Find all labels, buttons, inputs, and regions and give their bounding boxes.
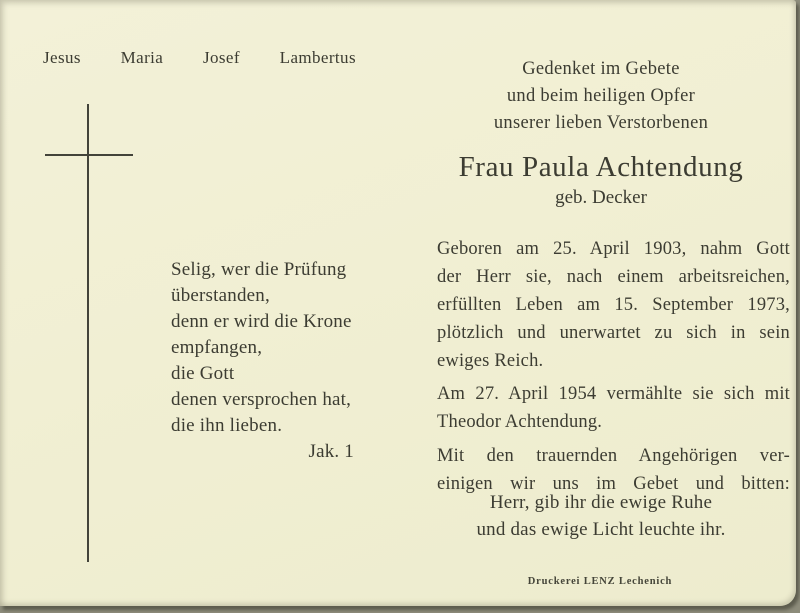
verse-line: empfangen, (171, 337, 263, 358)
deceased-name-block (420, 150, 782, 210)
verse-block (171, 257, 371, 465)
invocation-name-lambertus: Lambertus (279, 48, 356, 67)
verse-line: die Gott (171, 363, 235, 384)
obituary-line: Geboren am 25. April 1903, nahm Gott (437, 239, 790, 259)
verse-line: Selig, wer die Prüfung (171, 259, 347, 280)
deceased-name: Frau Paula Achtendung (458, 151, 744, 183)
invocation-name-maria: Maria (120, 48, 164, 67)
verse-citation: Jak. 1 (308, 441, 354, 462)
verse-line: überstanden, (171, 285, 270, 306)
obituary-line: der Herr sie, nach einem arbeitsreichen, (437, 267, 790, 287)
prayer-block (420, 489, 782, 543)
prayer-line: Herr, gib ihr die ewige Ruhe (489, 492, 713, 513)
obituary-line: Theodor Achtendung. (437, 412, 603, 432)
obituary-line: einigen wir uns im Gebet und bitten: (437, 474, 790, 494)
intro-line: und beim heiligen Opfer (506, 86, 696, 106)
obituary-line: erfüllten Leben am 15. September 1973, (437, 295, 790, 315)
prayer-line: und das ewige Licht leuchte ihr. (476, 519, 726, 540)
verse-line: denen versprochen hat, (171, 389, 352, 410)
cross-icon-arm (45, 154, 133, 156)
intro-line: unserer lieben Verstorbenen (493, 113, 709, 133)
intro-line: Gedenket im Gebete (522, 59, 680, 79)
invocation-line (43, 48, 356, 68)
intro-block (420, 56, 782, 137)
verse-line: die ihn lieben. (171, 415, 283, 436)
invocation-name-josef: Josef (202, 48, 240, 67)
obituary-line: Mit den trauernden Angehörigen ver- (437, 446, 790, 466)
maiden-name: geb. Decker (555, 187, 647, 208)
obituary-line: Am 27. April 1954 vermählte sie sich mit (437, 384, 790, 404)
verse-line: denn er wird die Krone (171, 311, 352, 332)
invocation-name-jesus: Jesus (43, 48, 81, 67)
obituary-text (437, 235, 790, 498)
printer-credit: Druckerei LENZ Lechenich (527, 576, 673, 587)
obituary-line: plötzlich und unerwartet zu sich in sein (437, 323, 790, 343)
cross-icon (87, 104, 89, 562)
obituary-line: ewiges Reich. (437, 351, 544, 371)
